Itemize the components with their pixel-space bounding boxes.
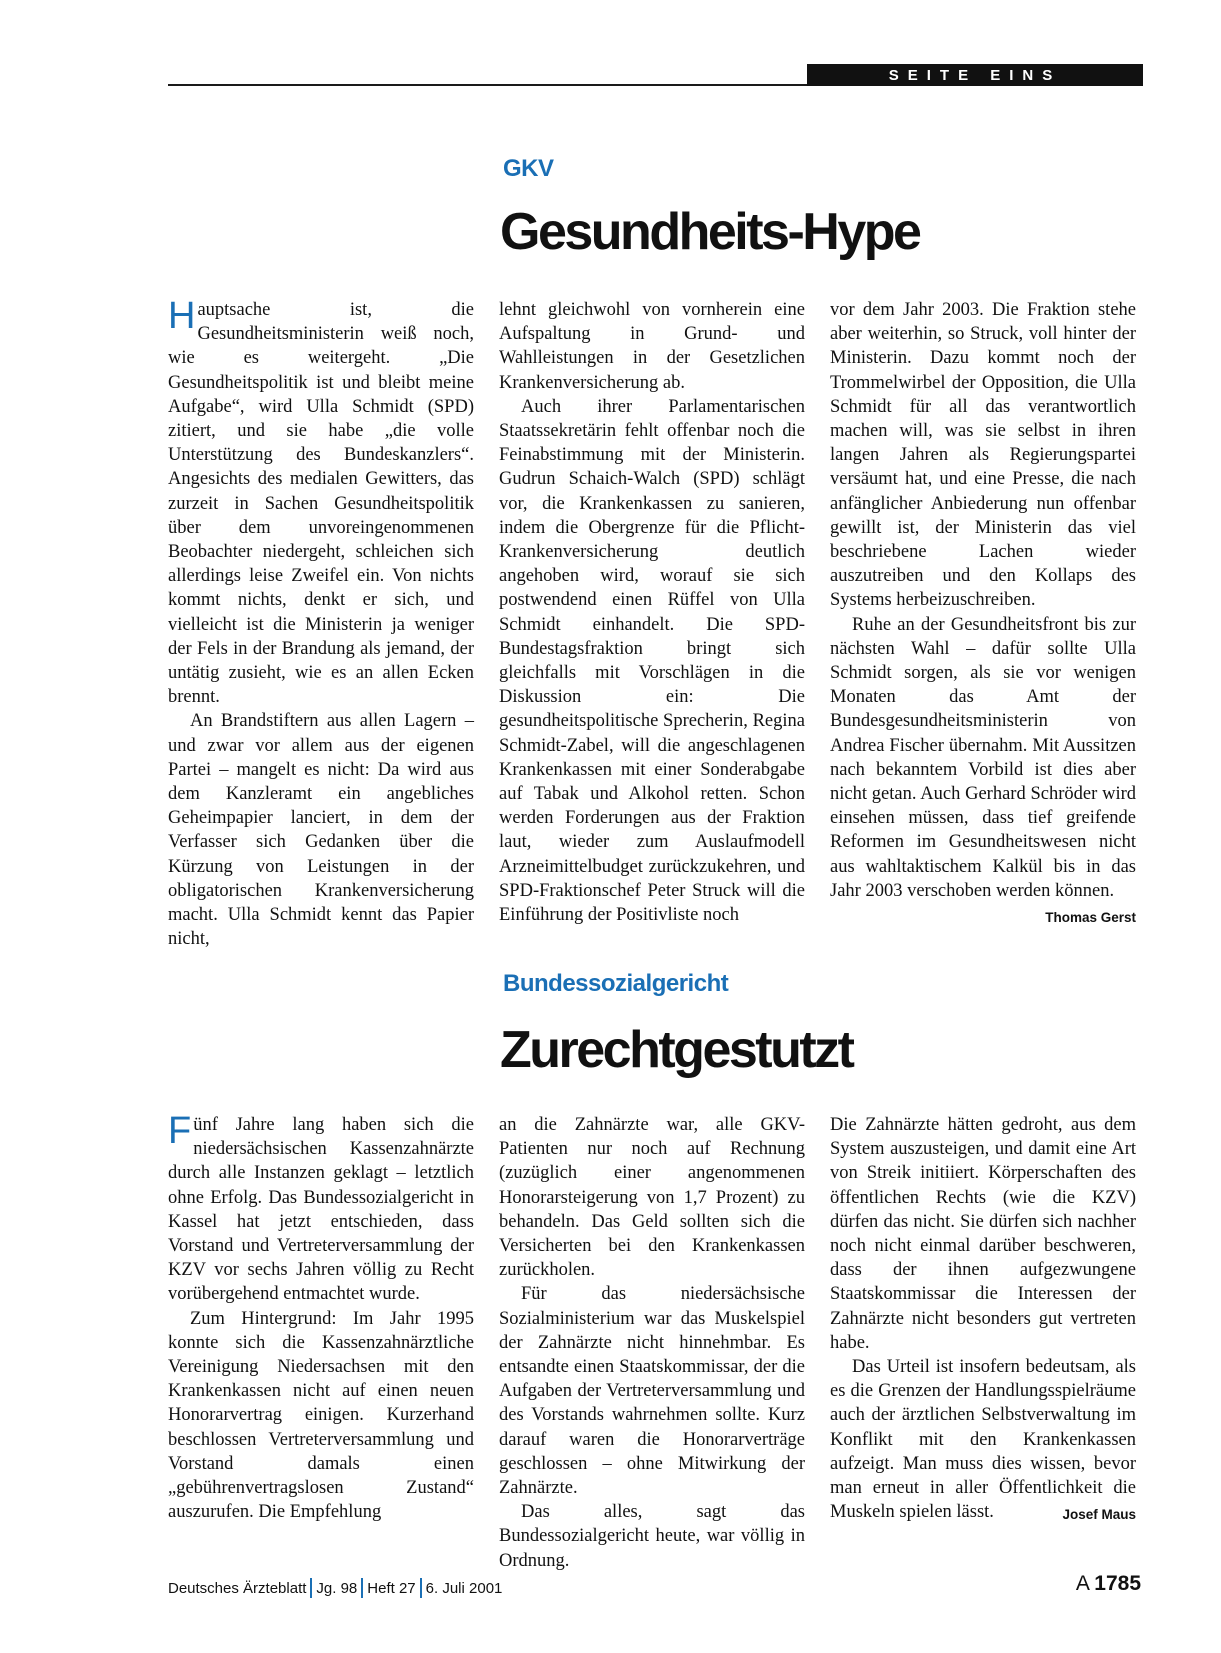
paragraph: Die Zahnärzte hätten gedroht, aus dem System auszusteigen, und damit eine Art von Streik initiiert. Körperschaften des öffentlichen Rechts (wie die KZV) dürfen das nicht. Sie dürfen sich nachher noch nicht einmal darüber beschweren, dass der ihnen aufgezwungene Staatskommissar die Interessen der Zahnärzte nicht besonders gut vertreten habe. bbox=[830, 1115, 1136, 1353]
article1-column-3 bbox=[830, 298, 1136, 930]
separator bbox=[420, 1578, 422, 1598]
article2-column-2 bbox=[499, 1113, 805, 1573]
article2-kicker: Bundessozialgericht bbox=[503, 970, 729, 997]
paragraph: Für das niedersächsische Sozialministerium war das Muskelspiel der Zahnärzte nicht hinnehmbar. Es entsandte einen Staatskommissar, der die Aufgaben der Vertreterversammlung und des Vorstands wahrnehmen sollte. Kurz darauf waren die Honorarverträge geschlossen – ohne Mitwirkung der Zahnärzte. bbox=[499, 1284, 805, 1499]
page-number-value: 1785 bbox=[1094, 1572, 1141, 1595]
article2-column-1 bbox=[168, 1110, 474, 1524]
paragraph: An Brandstiftern aus allen Lagern – und zwar vor allem aus der eigenen Partei – mangelt es nicht: Da wird aus dem Kanzleramt ein angebliches Geheimpapier lanciert, in dem der Verfasser sich Gedanken über die Kürzung von Leistungen in der obligatorischen Krankenversicherung macht. Ulla Schmidt kennt das Papier nicht, bbox=[168, 711, 474, 950]
issue-date: 6. Juli 2001 bbox=[425, 1579, 503, 1597]
article1-kicker: GKV bbox=[503, 155, 554, 182]
author-byline: Josef Maus bbox=[1062, 1507, 1136, 1523]
paragraph: Das alles, sagt das Bundessozialgericht heute, war völlig in Ordnung. bbox=[499, 1502, 805, 1571]
separator bbox=[361, 1578, 363, 1598]
article1-title: Gesundheits-Hype bbox=[500, 203, 920, 261]
paragraph: auptsache ist, die Gesundheitsministerin weiß noch, wie es weitergeht. „Die Gesundheitspolitik ist und bleibt meine Aufgabe“, wird Ulla Schmidt (SPD) zitiert, und sie habe „die volle Unterstützung des Bundeskanzlers“. Angesichts des medialen Gewitters, das zurzeit in Sachen Gesundheitspolitik über dem unvoreingenommenen Beobachter niedergeht, schleichen sich allerdings leise Zweifel ein. Von nichts kommt nichts, denkt er sich, und vielleicht ist die Ministerin ja weniger der Fels in der Brandung als jemand, der untätig zusieht, wie es an allen Ecken brennt. bbox=[168, 300, 474, 708]
article1-column-2 bbox=[499, 298, 805, 927]
section-label: SEITE EINS bbox=[807, 64, 1143, 86]
paragraph: Ruhe an der Gesundheitsfront bis zur nächsten Wahl – dafür sollte Ulla Schmidt sorgen, als sie vor wenigen Monaten das Amt der Bundesgesundheitsministerin von Andrea Fischer übernahm. Mit Aussitzen nach bekanntem Vorbild ist dies aber nicht getan. Auch Gerhard Schröder wird einsehen müssen, dass tief greifende Reformen im Gesundheitswesen nicht aus wahltaktischem Kalkül bis in das Jahr 2003 verschoben werden können. bbox=[830, 614, 1136, 901]
drop-cap: F bbox=[168, 1110, 192, 1152]
article1-column-1 bbox=[168, 295, 474, 951]
journal-name: Deutsches Ärzteblatt bbox=[168, 1579, 307, 1597]
drop-cap: H bbox=[168, 295, 196, 337]
paragraph: an die Zahnärzte war, alle GKV-Patienten nur noch auf Rechnung (zuzüglich einer angenommenen Honorarsteigerung von 1,7 Prozent) zu behandeln. Das Geld sollten sich die Versicherten bei den Krankenkassen zurückholen. bbox=[499, 1115, 805, 1281]
paragraph: lehnt gleichwohl von vornherein eine Aufspaltung in Grund- und Wahlleistungen in der Gesetzlichen Krankenversicherung ab. bbox=[499, 300, 805, 393]
page-number bbox=[1076, 1572, 1141, 1596]
separator bbox=[310, 1578, 312, 1598]
paragraph: Auch ihrer Parlamentarischen Staatssekretärin fehlt offenbar noch die Feinabstimmung mit der Ministerin. Gudrun Schaich-Walch (SPD) schlägt vor, die Krankenkassen zu sanieren, indem die Obergrenze für die Pflicht-Krankenversicherung deutlich angehoben wird, worauf sie sich postwendend einen Rüffel von Ulla Schmidt einhandelt. Die SPD-Bundestagsfraktion bringt sich gleichfalls mit Vorschlägen in die Diskussion ein: Die gesundheitspolitische Sprecherin, Regina Schmidt-Zabel, will die angeschlagenen Krankenkassen mit einer Sonderabgabe auf Tabak und Alkohol retten. Schon werden Forderungen aus der Fraktion laut, wieder zum Auslaufmodell Arzneimittelbudget zurückzukehren, und SPD-Fraktionschef Peter Struck will die Einführung der Positivliste noch bbox=[499, 396, 805, 926]
author-byline: Thomas Gerst bbox=[1045, 910, 1136, 926]
article2-title: Zurechtgestutzt bbox=[500, 1021, 853, 1079]
paragraph: Das Urteil ist insofern bedeutsam, als es die Grenzen der Handlungsspielräume auch der ärztlichen Selbstverwaltung im Konflikt mit den Krankenkassen aufzeigt. Man muss dies wissen, bevor man erneut in aller Öffentlichkeit die Muskeln spielen lässt. bbox=[830, 1357, 1136, 1523]
paragraph: vor dem Jahr 2003. Die Fraktion stehe aber weiterhin, so Struck, voll hinter der Ministerin. Dazu kommt noch der Trommelwirbel der Opposition, die Ulla Schmidt für all das verantwortlich machen will, was sie selbst in ihren langen Jahren als Regierungspartei versäumt hat, und eine Presse, die nach anfänglicher Anbiederung nun offenbar gewillt ist, der Ministerin das viel beschriebene Lachen wieder auszutreiben und den Kollaps des Systems herbeizuschreiben. bbox=[830, 300, 1136, 611]
paragraph: ünf Jahre lang haben sich die niedersächsischen Kassenzahnärzte durch alle Instanzen geklagt – letztlich ohne Erfolg. Das Bundessozialgericht in Kassel hat jetzt entschieden, dass Vorstand und Vertreterversammlung der KZV vor sechs Jahren völlig zu Recht vorübergehend entmachtet wurde. bbox=[168, 1115, 474, 1305]
issue: Heft 27 bbox=[367, 1579, 416, 1597]
volume: Jg. 98 bbox=[316, 1579, 358, 1597]
article2-column-3 bbox=[830, 1113, 1136, 1527]
paragraph: Zum Hintergrund: Im Jahr 1995 konnte sich die Kassenzahnärztliche Vereinigung Niedersachsen mit den Krankenkassen nicht auf einen neuen Honorarvertrag einigen. Kurzerhand beschlossen Vertreterversammlung und Vorstand damals einen „gebührenvertragslosen Zustand“ auszurufen. Die Empfehlung bbox=[168, 1308, 474, 1523]
page-prefix: A bbox=[1075, 1572, 1090, 1595]
footer-citation bbox=[168, 1578, 502, 1598]
